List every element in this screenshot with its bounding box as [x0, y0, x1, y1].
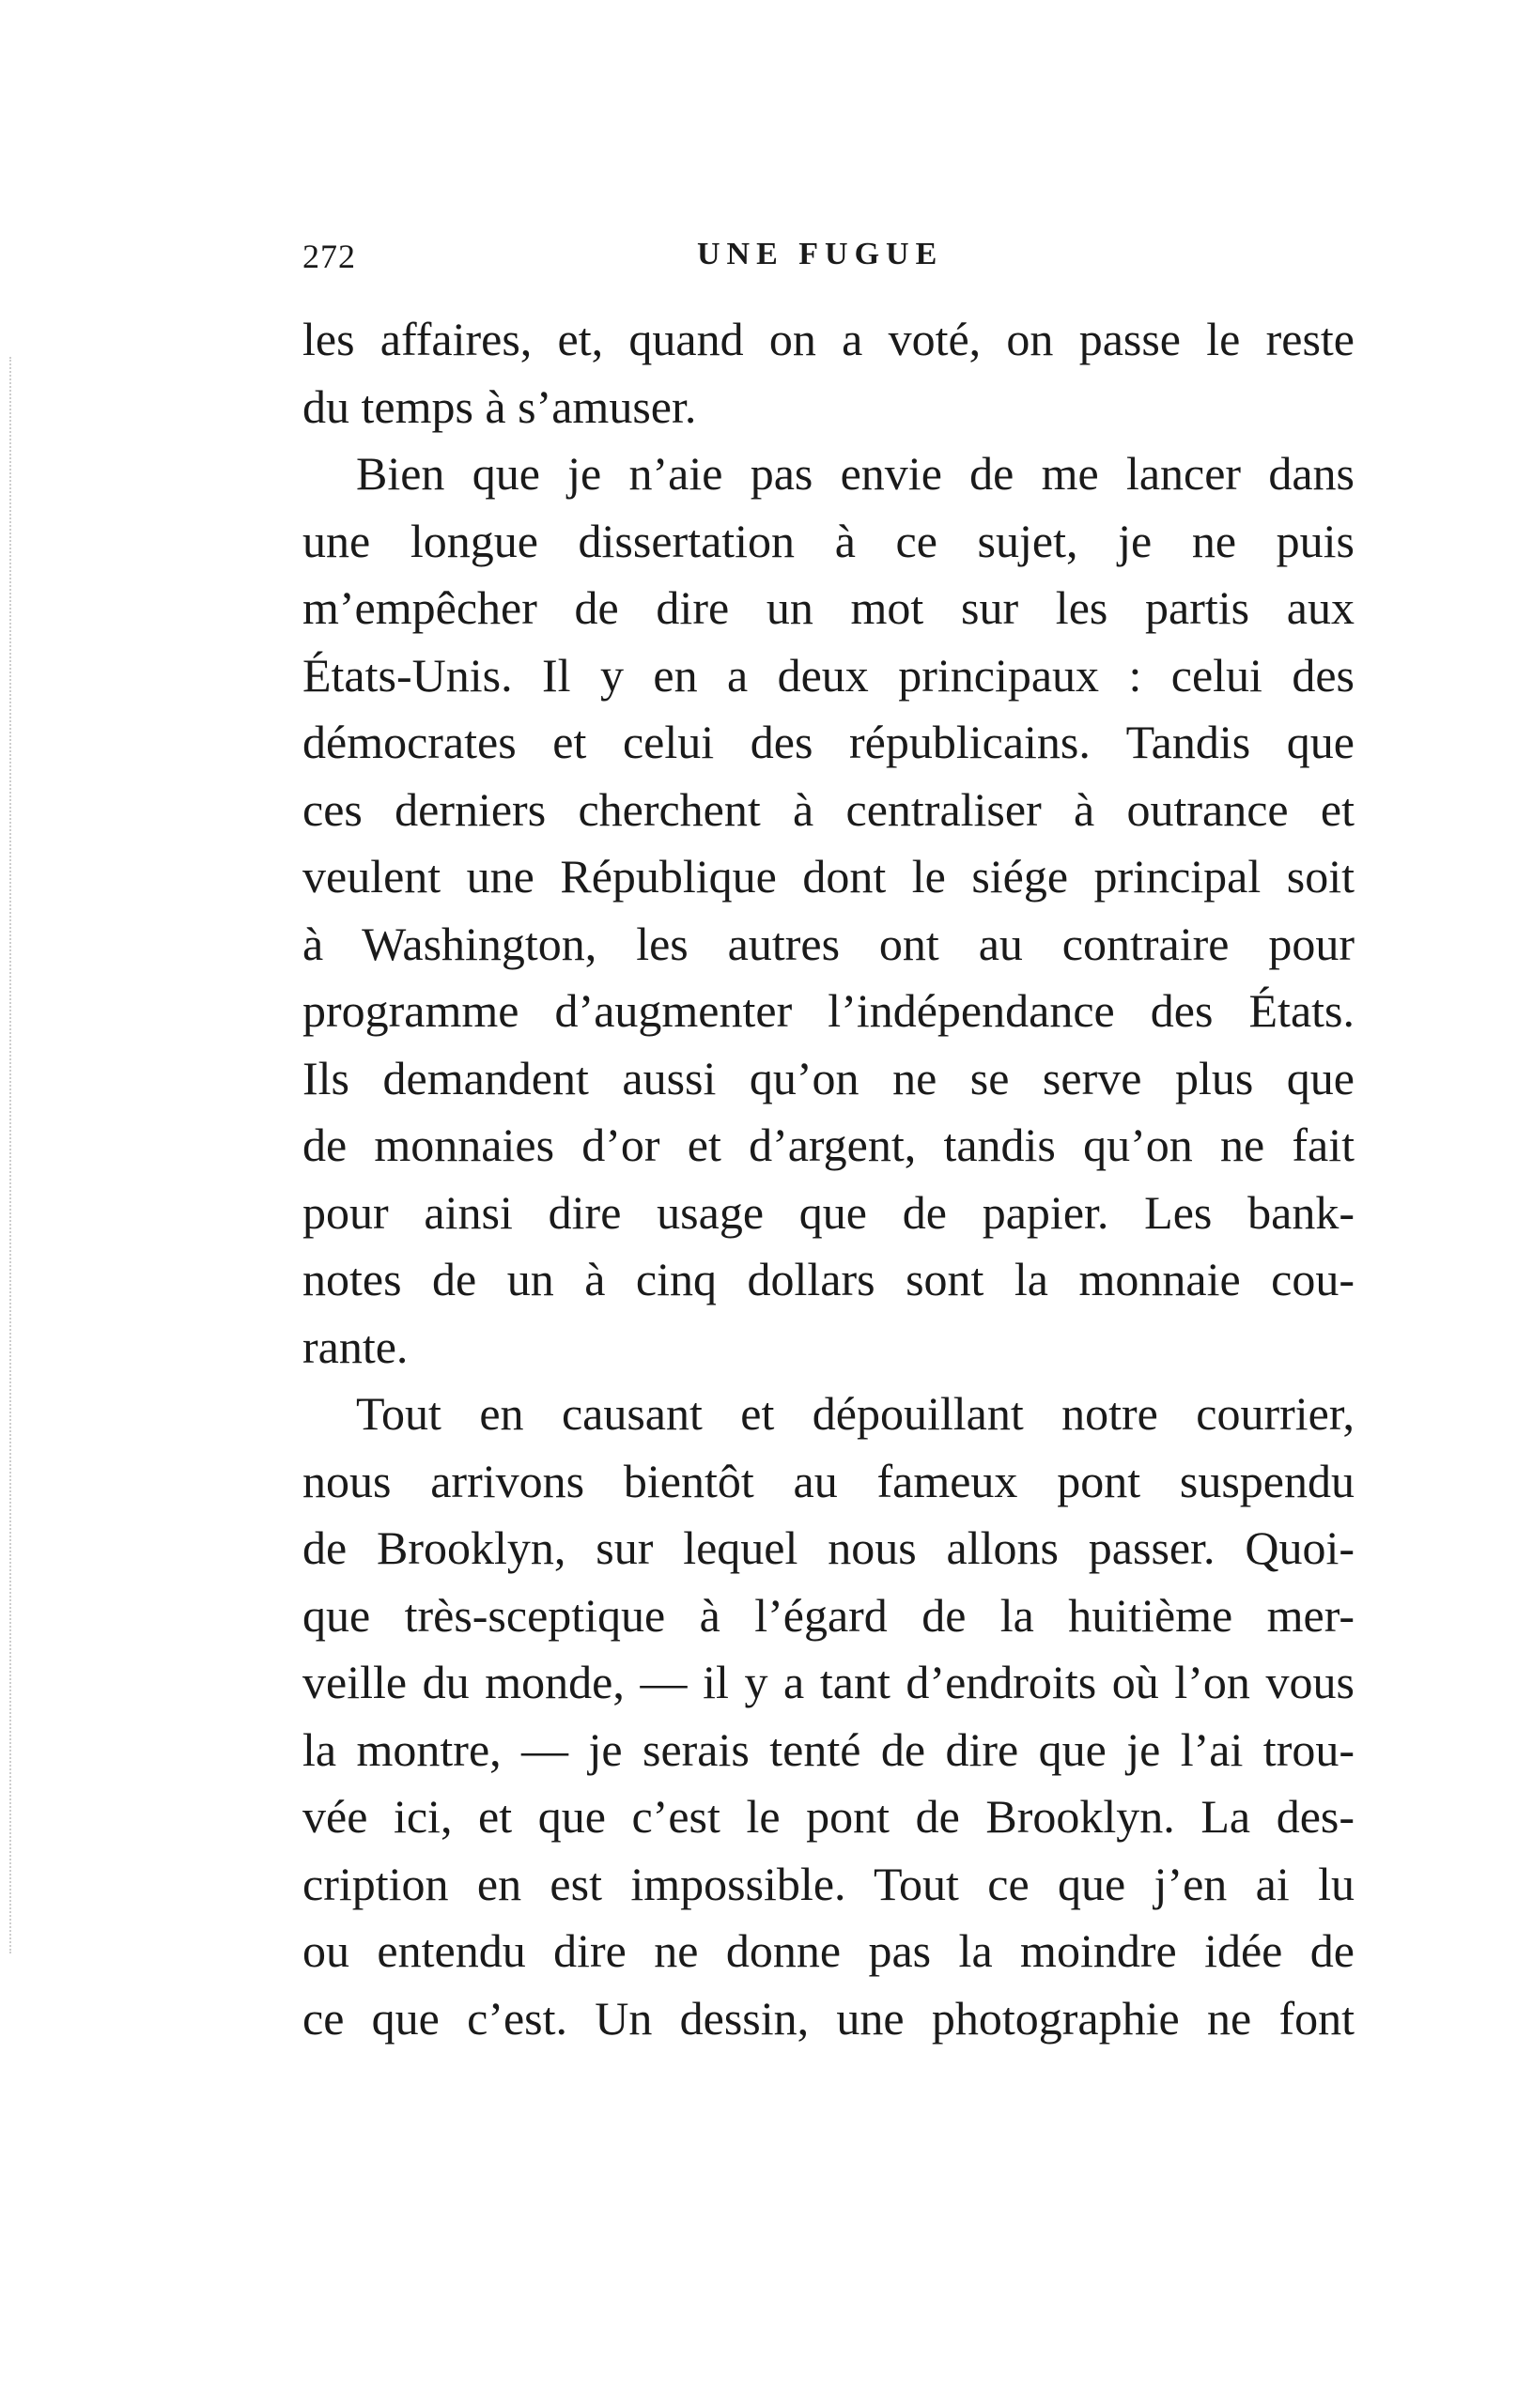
text-line: Bien que je n’aie pas envie de me lancer dans [356, 447, 1355, 500]
text-line: la montre, — je serais tenté de dire que je l’ai trou- [302, 1722, 1355, 1776]
text-line: Ils demandent aussi qu’on ne se serve plus que [302, 1051, 1355, 1104]
text-line: veulent une République dont le siége principal soit [302, 850, 1355, 903]
text-line: cription en est impossible. Tout ce que j’en ai lu [302, 1857, 1355, 1910]
text-line: nous arrivons bientôt au fameux pont suspendu [302, 1454, 1355, 1507]
text-line: les affaires, et, quand on a voté, on passe le reste [302, 313, 1355, 365]
text-line: que très-sceptique à l’égard de la huitième mer- [302, 1588, 1355, 1642]
page-number: 272 [302, 238, 356, 275]
text-line: de Brooklyn, sur lequel nous allons passer. Quoi- [302, 1521, 1355, 1574]
scan-margin-artifact [9, 357, 17, 1953]
text-line: pour ainsi dire usage que de papier. Les bank- [302, 1185, 1355, 1239]
running-title: UNE FUGUE [697, 237, 944, 271]
text-line: m’empêcher de dire un mot sur les partis aux [302, 581, 1355, 634]
text-line: ou entendu dire ne donne pas la moindre idée de [302, 1924, 1355, 1977]
text-line: de monnaies d’or et d’argent, tandis qu’on ne fait [302, 1119, 1355, 1171]
text-line: États-Unis. Il y en a deux principaux : celui des [302, 648, 1355, 702]
text-line: rante. [302, 1320, 409, 1373]
text-line: démocrates et celui des républicains. Tandis que [302, 716, 1355, 768]
text-line: vée ici, et que c’est le pont de Brooklyn. La des- [302, 1790, 1355, 1843]
body-text [302, 306, 1355, 2052]
text-line: du temps à s’amuser. [302, 379, 697, 433]
text-line: veille du monde, — il y a tant d’endroits où l’on vous [302, 1656, 1355, 1708]
text-line: ce que c’est. Un dessin, une photographie ne font [302, 1991, 1355, 2045]
text-line: Tout en causant et dépouillant notre courrier, [356, 1387, 1355, 1440]
text-line: programme d’augmenter l’indépendance des États. [302, 984, 1355, 1037]
text-line: notes de un à cinq dollars sont la monnaie cou- [302, 1253, 1355, 1305]
text-line: une longue dissertation à ce sujet, je ne puis [302, 514, 1355, 567]
text-line: ces derniers cherchent à centraliser à outrance et [302, 782, 1355, 836]
running-head [302, 237, 1355, 284]
text-line: à Washington, les autres ont au contraire pour [302, 917, 1355, 970]
